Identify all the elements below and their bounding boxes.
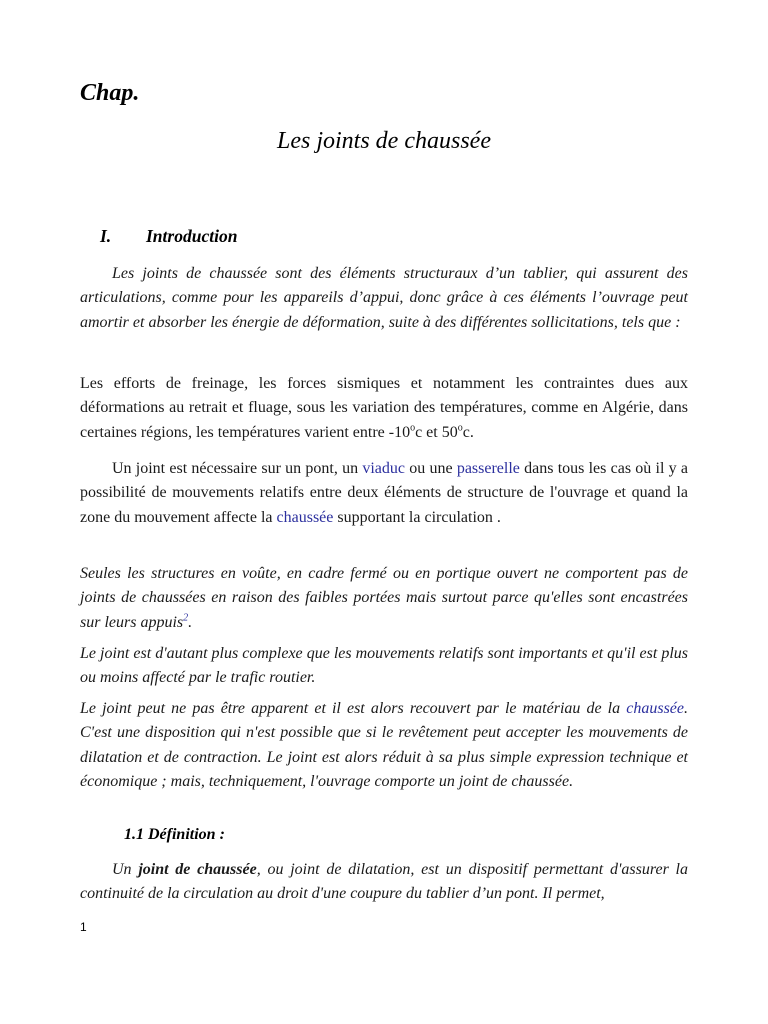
link-viaduc[interactable]: viaduc [362,460,405,477]
degree-superscript: o [410,422,416,434]
paragraph-text: Le joint peut ne pas être apparent et il est alors recouvert par le matériau de la [80,700,627,717]
section-label: Introduction [146,226,238,246]
link-passerelle[interactable]: passerelle [456,460,520,477]
paragraph-text: Un [112,861,139,878]
paragraph-complexity: Le joint est d'autant plus complexe que les mouvements relatifs sont importants et qu'il est plus ou moins affecté par le trafic routier. [80,645,688,687]
paragraph-efforts-end: c. [462,423,474,441]
page-title: Les joints de chaussée [277,128,491,154]
paragraph-definition [80,858,688,907]
paragraph-efforts-text: Les efforts de freinage, les forces sismiques et notamment les contraintes dues aux déformations au retrait et fluage, sous les variation des températures, comme en Algérie, dans certaines régions, les températures varient entre -10 [80,375,688,441]
paragraph-text: dans tous les cas où il y a possibilité de mouvements relatifs entre deux éléments de structure de l'ouvrage et quand la zone du mouvement affecte la [80,460,689,526]
paragraph-text: Seules les structures en voûte, en cadre fermé ou en portique ouvert ne comportent pas de joints de chaussées en raison des faibles portées mais surtout parce qu'elles sont encastrées sur leurs appuis [80,565,688,631]
paragraph-text: , ou joint de dilatation, est un dispositif permettant d'assurer la continuité de la circulation au droit d'une coupure du tablier d’un pont. Il permet, [80,861,688,903]
section-number: I. [100,226,112,246]
paragraph-text: . C'est une disposition qui n'est possible que si le revêtement peut accepter les mouvements de dilatation et de contraction. Le joint est alors réduit à sa plus simple expression technique et économique ; mais, techniquement, l'ouvrage comporte un joint de chaussée. [80,700,688,791]
paragraph-joint-necessary [80,457,688,530]
paragraph-efforts-mid: c et 50 [415,423,458,441]
paragraph-text: supportant la circulation . [333,508,501,526]
degree-superscript: o [457,422,463,434]
paragraph-text: ou une [404,460,457,477]
paragraph-not-apparent [80,697,688,795]
chapter-label: Chap. [80,80,140,106]
footnote-reference[interactable]: 2 [183,612,189,624]
paragraph-text: . [188,613,193,631]
paragraph-efforts [80,372,688,445]
bold-term: joint de chaussée [138,861,257,878]
subsection-heading: 1.1 Définition : [124,826,225,843]
link-chaussee[interactable]: chaussée [276,508,334,526]
section-heading [100,226,237,247]
link-chaussee[interactable]: chaussée [626,700,684,717]
paragraph-intro: Les joints de chaussée sont des éléments structuraux d’un tablier, qui assurent des articulations, comme pour les appareils d’appui, donc grâce à ces éléments l’ouvrage peut amortir et absorber les énergie de déformation, suite à des différentes sollicitations, tels que : [80,265,688,331]
paragraph-text: Un joint est nécessaire sur un pont, un [112,460,363,477]
page-number: 1 [80,920,87,934]
paragraph-structures [80,562,688,635]
